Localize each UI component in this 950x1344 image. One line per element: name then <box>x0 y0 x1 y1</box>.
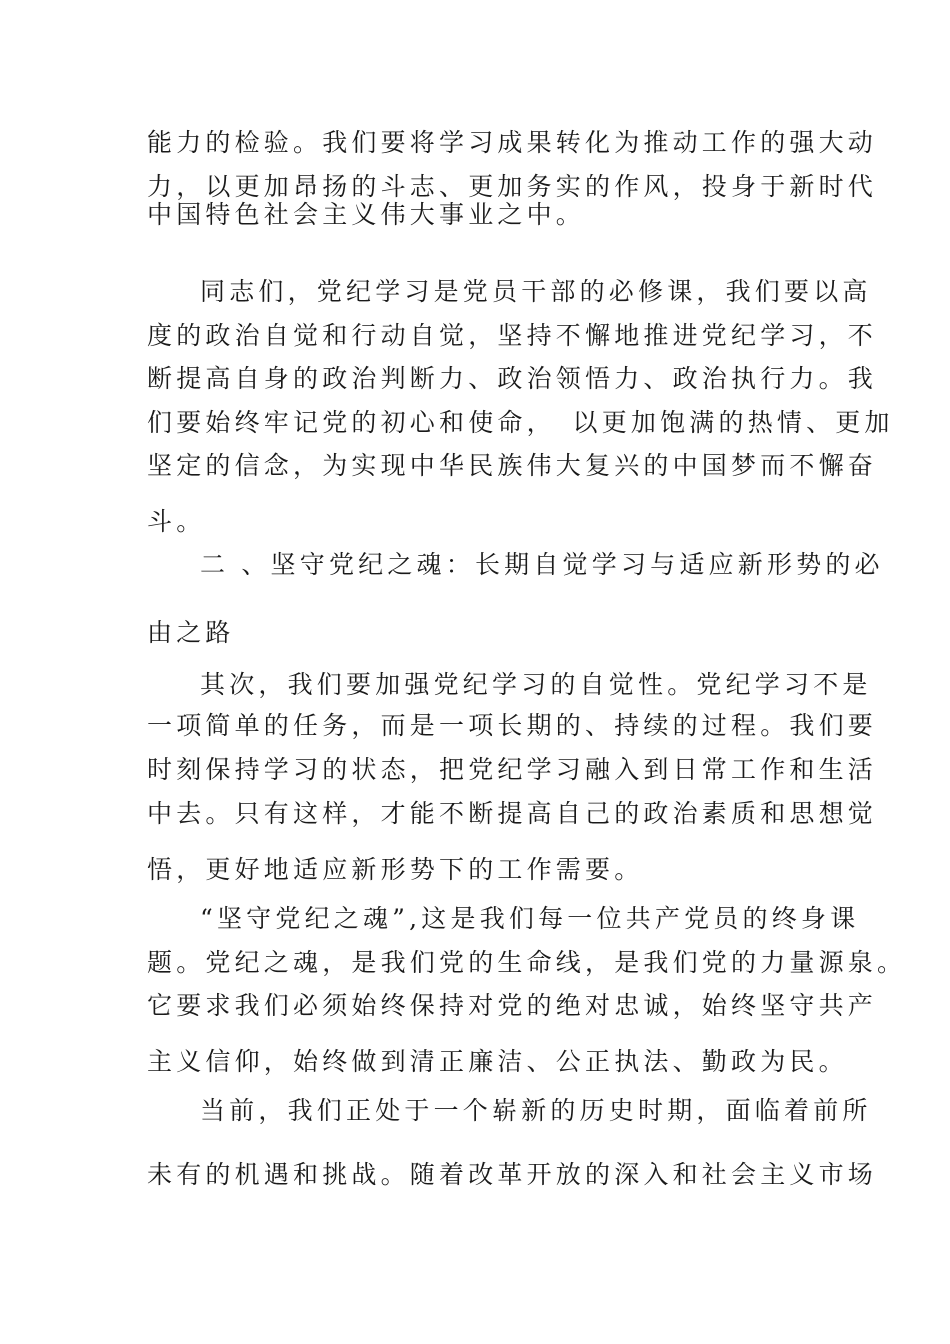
paragraph-first-line: 同志们，党纪学习是党员干部的必修课，我们要以高 <box>200 277 872 306</box>
text-line: 题。党纪之魂，是我们党的生命线，是我们党的力量源泉。 <box>147 948 907 977</box>
text-line: 断提高自身的政治判断力、政治领悟力、政治执行力。我 <box>147 364 878 393</box>
text-line: 中国特色社会主义伟大事业之中。 <box>147 200 586 229</box>
text-line: 中去。只有这样，才能不断提高自己的政治素质和思想觉 <box>147 799 878 828</box>
paragraph-first-line: “坚守党纪之魂”,这是我们每一位共产党员的终身课 <box>200 904 860 933</box>
text-line: 主义信仰，始终做到清正廉洁、公正执法、勤政为民。 <box>147 1047 848 1076</box>
text-line: 悟，更好地适应新形势下的工作需要。 <box>147 855 644 884</box>
text-line: 们要始终牢记党的初心和使命， 以更加饱满的热情、更加 <box>147 408 894 437</box>
text-line: 力，以更加昂扬的斗志、更加务实的作风，投身于新时代 <box>147 172 878 201</box>
text-line: 它要求我们必须始终保持对党的绝对忠诚，始终坚守共产 <box>147 991 878 1020</box>
paragraph-first-line: 当前，我们正处于一个崭新的历史时期，面临着前所 <box>200 1096 872 1125</box>
text-line: 斗。 <box>147 507 206 536</box>
section-heading-continued: 由之路 <box>147 618 235 647</box>
text-line: 一项简单的任务，而是一项长期的、持续的过程。我们要 <box>147 711 878 740</box>
text-line: 坚定的信念，为实现中华民族伟大复兴的中国梦而不懈奋 <box>147 451 878 480</box>
text-line: 时刻保持学习的状态，把党纪学习融入到日常工作和生活 <box>147 755 878 784</box>
section-heading: 二 、坚守党纪之魂：长期自觉学习与适应新形势的必 <box>200 550 884 579</box>
text-line: 度的政治自觉和行动自觉，坚持不懈地推进党纪学习，不 <box>147 321 878 350</box>
text-line: 未有的机遇和挑战。随着改革开放的深入和社会主义市场 <box>147 1160 878 1189</box>
text-line: 能力的检验。我们要将学习成果转化为推动工作的强大动 <box>147 128 878 157</box>
paragraph-first-line: 其次，我们要加强党纪学习的自觉性。党纪学习不是 <box>200 670 872 699</box>
